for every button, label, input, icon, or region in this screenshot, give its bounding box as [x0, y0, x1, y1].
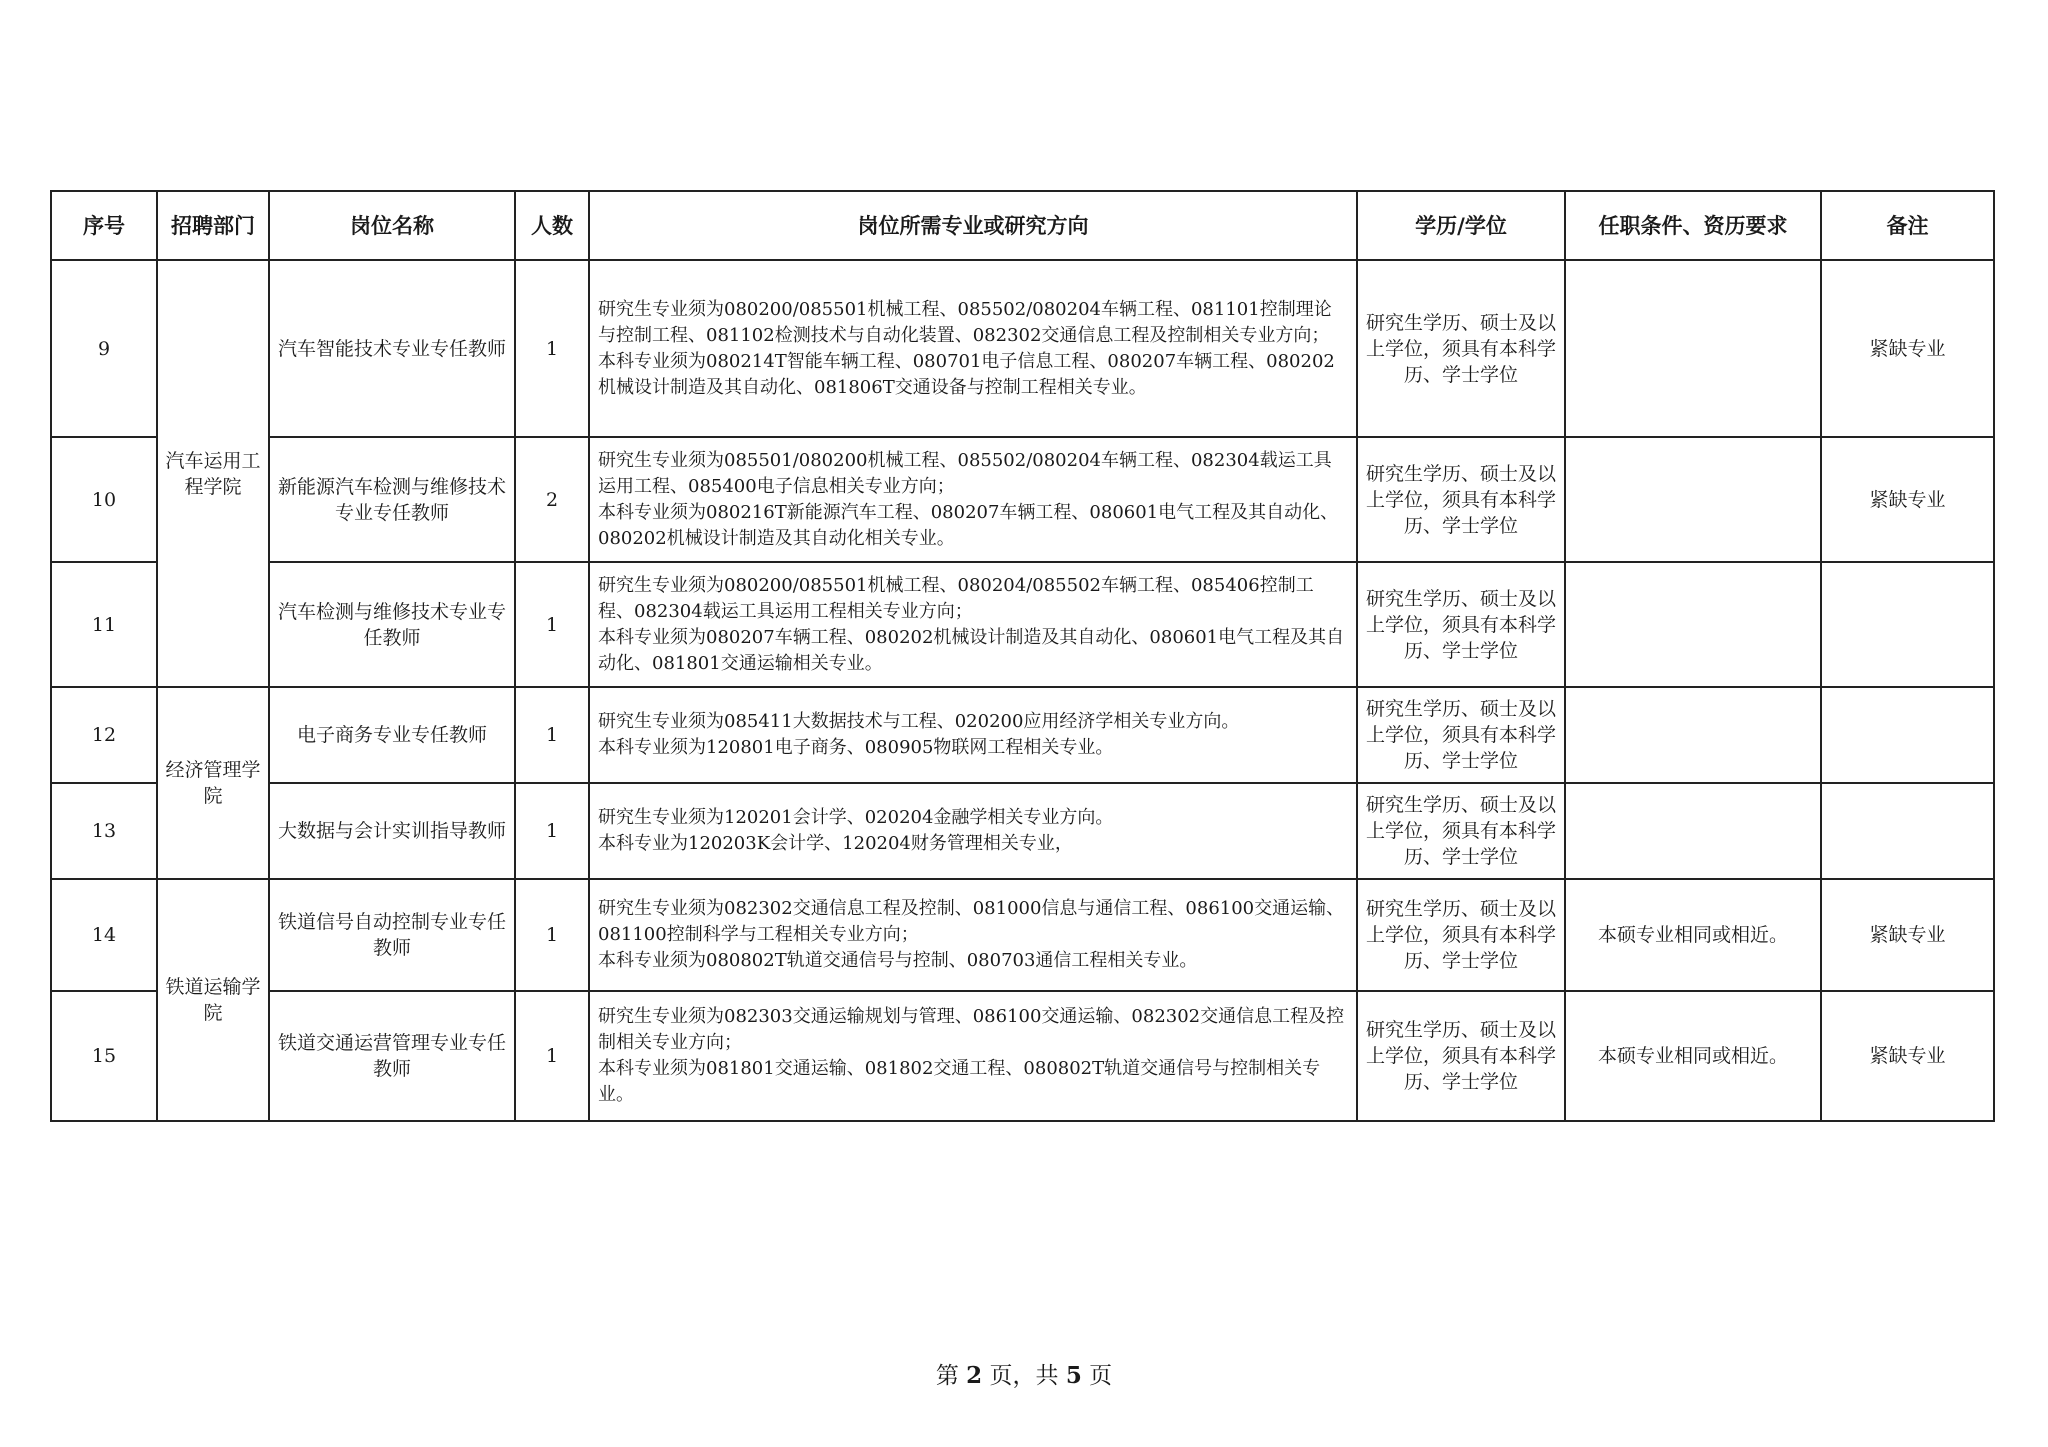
- degree-requirement: 研究生学历、硕士及以上学位，须具有本科学历、学士学位: [1357, 437, 1565, 562]
- condition-cell: [1565, 437, 1821, 562]
- table-row: [51, 562, 1994, 687]
- row-seq: 12: [51, 687, 157, 783]
- table-row: [51, 991, 1994, 1121]
- undergrad-requirement: 本科专业须为080802T轨道交通信号与控制、080703通信工程相关专业。: [598, 950, 1198, 971]
- page-total: 5: [1065, 1362, 1082, 1389]
- degree-requirement: 研究生学历、硕士及以上学位，须具有本科学历、学士学位: [1357, 687, 1565, 783]
- job-title: 新能源汽车检测与维修技术专业专任教师: [269, 437, 515, 562]
- row-seq: 9: [51, 260, 157, 437]
- grad-requirement: 研究生专业须为085411大数据技术与工程、020200应用经济学相关专业方向。: [598, 711, 1240, 732]
- row-seq: 13: [51, 783, 157, 879]
- undergrad-requirement: 本科专业须为120801电子商务、080905物联网工程相关专业。: [598, 737, 1114, 758]
- grad-requirement: 研究生专业须为085501/080200机械工程、085502/080204车辆工程、082304载运工具运用工程、085400电子信息相关专业方向；: [598, 449, 1332, 497]
- note-cell: 紧缺专业: [1821, 437, 1994, 562]
- major-requirements: [589, 562, 1357, 687]
- note-cell: [1821, 783, 1994, 879]
- job-title: 电子商务专业专任教师: [269, 687, 515, 783]
- undergrad-requirement: 本科专业须为080214T智能车辆工程、080701电子信息工程、080207车辆工程、080202机械设计制造及其自动化、081806T交通设备与控制工程相关专业。: [598, 350, 1335, 398]
- undergrad-requirement: 本科专业须为081801交通运输、081802交通工程、080802T轨道交通信号与控制相关专业。: [598, 1058, 1321, 1105]
- condition-cell: 本硕专业相同或相近。: [1565, 879, 1821, 991]
- row-seq: 10: [51, 437, 157, 562]
- row-seq: 15: [51, 991, 157, 1121]
- header-degree: 学历/学位: [1357, 191, 1565, 260]
- table-row: [51, 260, 1994, 437]
- job-count: 1: [515, 260, 589, 437]
- major-requirements: [589, 879, 1357, 991]
- degree-requirement: 研究生学历、硕士及以上学位，须具有本科学历、学士学位: [1357, 562, 1565, 687]
- header-note: 备注: [1821, 191, 1994, 260]
- header-department: 招聘部门: [157, 191, 269, 260]
- job-count: 1: [515, 879, 589, 991]
- table-row: [51, 879, 1994, 991]
- table-row: [51, 437, 1994, 562]
- header-major: 岗位所需专业或研究方向: [589, 191, 1357, 260]
- footer-suffix: 页: [1089, 1363, 1113, 1389]
- job-title: 铁道交通运营管理专业专任教师: [269, 991, 515, 1121]
- major-requirements: [589, 991, 1357, 1121]
- condition-cell: [1565, 687, 1821, 783]
- header-condition: 任职条件、资历要求: [1565, 191, 1821, 260]
- degree-requirement: 研究生学历、硕士及以上学位，须具有本科学历、学士学位: [1357, 991, 1565, 1121]
- job-title: 汽车检测与维修技术专业专任教师: [269, 562, 515, 687]
- grad-requirement: 研究生专业须为082302交通信息工程及控制、081000信息与通信工程、086100交通运输、081100控制科学与工程相关专业方向；: [598, 898, 1345, 945]
- header-count: 人数: [515, 191, 589, 260]
- row-seq: 14: [51, 879, 157, 991]
- condition-cell: 本硕专业相同或相近。: [1565, 991, 1821, 1121]
- undergrad-requirement: 本科专业为120203K会计学、120204财务管理相关专业，: [598, 833, 1073, 854]
- degree-requirement: 研究生学历、硕士及以上学位，须具有本科学历、学士学位: [1357, 879, 1565, 991]
- grad-requirement: 研究生专业须为082303交通运输规划与管理、086100交通运输、082302交通信息工程及控制相关专业方向；: [598, 1006, 1345, 1053]
- job-count: 2: [515, 437, 589, 562]
- condition-cell: [1565, 783, 1821, 879]
- table-row: [51, 783, 1994, 879]
- department-cell: 铁道运输学院: [157, 879, 269, 1121]
- condition-cell: [1565, 562, 1821, 687]
- recruitment-table: [50, 190, 1995, 1122]
- note-cell: 紧缺专业: [1821, 991, 1994, 1121]
- major-requirements: [589, 783, 1357, 879]
- condition-cell: [1565, 260, 1821, 437]
- table-row: [51, 687, 1994, 783]
- department-cell: 汽车运用工程学院: [157, 260, 269, 687]
- job-title: 铁道信号自动控制专业专任教师: [269, 879, 515, 991]
- table-header-row: [51, 191, 1994, 260]
- grad-requirement: 研究生专业须为080200/085501机械工程、085502/080204车辆工程、081101控制理论与控制工程、081102检测技术与自动化装置、082302交通信息工程及控制相关专业方向；: [598, 298, 1332, 346]
- department-cell: 经济管理学院: [157, 687, 269, 879]
- page-number: 2: [966, 1362, 983, 1389]
- header-title: 岗位名称: [269, 191, 515, 260]
- header-seq: 序号: [51, 191, 157, 260]
- job-title: 汽车智能技术专业专任教师: [269, 260, 515, 437]
- job-count: 1: [515, 687, 589, 783]
- row-seq: 11: [51, 562, 157, 687]
- job-count: 1: [515, 991, 589, 1121]
- major-requirements: [589, 687, 1357, 783]
- undergrad-requirement: 本科专业须为080207车辆工程、080202机械设计制造及其自动化、080601电气工程及其自动化、081801交通运输相关专业。: [598, 626, 1345, 674]
- page-footer: [0, 1357, 2048, 1390]
- job-count: 1: [515, 783, 589, 879]
- job-title: 大数据与会计实训指导教师: [269, 783, 515, 879]
- grad-requirement: 研究生专业须为080200/085501机械工程、080204/085502车辆工程、085406控制工程、082304载运工具运用工程相关专业方向；: [598, 574, 1314, 622]
- note-cell: [1821, 562, 1994, 687]
- note-cell: 紧缺专业: [1821, 879, 1994, 991]
- footer-prefix: 第: [935, 1363, 959, 1389]
- note-cell: 紧缺专业: [1821, 260, 1994, 437]
- note-cell: [1821, 687, 1994, 783]
- degree-requirement: 研究生学历、硕士及以上学位，须具有本科学历、学士学位: [1357, 783, 1565, 879]
- major-requirements: [589, 260, 1357, 437]
- degree-requirement: 研究生学历、硕士及以上学位，须具有本科学历、学士学位: [1357, 260, 1565, 437]
- footer-middle: 页，共: [989, 1363, 1059, 1389]
- undergrad-requirement: 本科专业须为080216T新能源汽车工程、080207车辆工程、080601电气工程及其自动化、080202机械设计制造及其自动化相关专业。: [598, 501, 1339, 549]
- job-count: 1: [515, 562, 589, 687]
- grad-requirement: 研究生专业须为120201会计学、020204金融学相关专业方向。: [598, 807, 1114, 828]
- major-requirements: [589, 437, 1357, 562]
